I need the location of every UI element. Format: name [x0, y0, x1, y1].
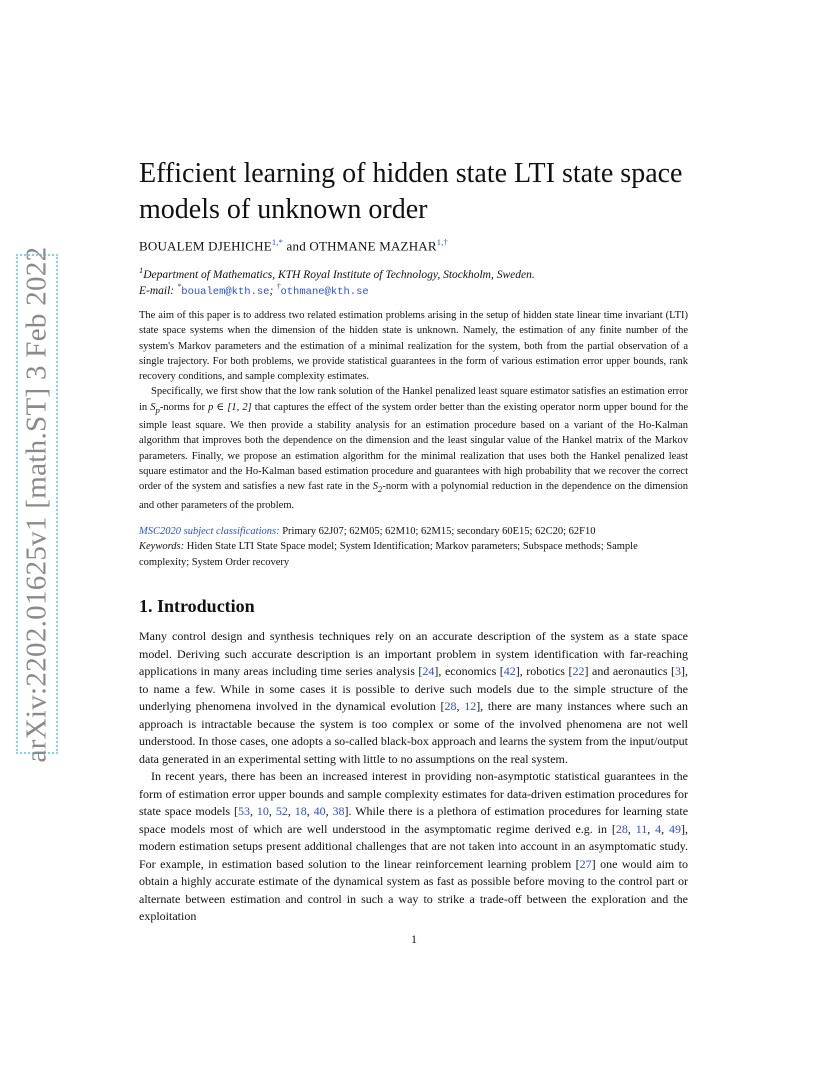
intro-text: , [268, 804, 276, 818]
msc-line [139, 524, 688, 539]
email-link-1[interactable]: boualem@kth.se [181, 285, 270, 298]
citation-link[interactable]: 52 [275, 804, 288, 818]
abstract [139, 308, 688, 513]
math-p-range: p ∈ [1, 2] [208, 401, 252, 413]
intro-paragraph-1 [139, 628, 688, 768]
paper-title: Efficient learning of hidden state LTI state space models of unknown order [139, 158, 683, 225]
citation-link[interactable]: 22 [572, 664, 585, 678]
citation-link[interactable]: 3 [675, 664, 682, 678]
intro-text: , [306, 804, 314, 818]
email-1-marker: * [177, 281, 182, 291]
section-heading [139, 596, 255, 617]
email-link-2[interactable]: othmane@kth.se [280, 285, 369, 298]
msc-link[interactable]: MSC2020 subject classifications: [139, 526, 280, 537]
intro-paragraph-2 [139, 768, 688, 926]
affiliation-text: Department of Mathematics, KTH Royal Institute of Technology, Stockholm, Sweden. [143, 268, 535, 281]
citation-link[interactable]: 4 [655, 821, 662, 836]
author-1-affil-marker[interactable]: 1,* [271, 237, 284, 247]
intro-text: , [647, 821, 656, 836]
affiliation-marker: 1 [139, 265, 144, 275]
abstract-text: that captures the effect of the system order better than the existing operator norm upper bound for the simple least square. We then provide a stability analysis for an estimation procedure based on a variant of the Ho-Kalman algorithm that improves both the dependence on the dimension and the least singular value of the Hankel matrix of the Markov parameters. Finally, we propose an estimation algorithm for the minimal realization that uses both the Hankel penalized least square estimator and the Ho-Kalman based estimation procedure and guarantees with high probability that we recover the correct order of the system and satisfies a new fast rate in the [139, 401, 688, 493]
citation-link[interactable]: 28 [444, 699, 457, 713]
abstract-text: -norms for [159, 401, 209, 413]
abstract-paragraph-1: The aim of this paper is to address two related estimation problems arising in the setup of hidden state linear time invariant (LTI) state space systems when the dimension of the hidden state is unknown. Namely, the estimation of any finite number of the system's Markov parameters and the estimation of a minimal realization for the system, both from the partial observation of a single trajectory. For both problems, we provide statistical guarantees in the form of various estimation error upper bounds, rank recovery conditions, and sample complexity estimates. [139, 310, 688, 383]
citation-link[interactable]: 10 [256, 804, 269, 818]
abstract-text: -norm with a polynomial reduction in the dependence on the dimension and other parameters of the problem. [139, 481, 689, 511]
intro-text: , [325, 804, 333, 818]
arxiv-stamp-text: arXiv:2202.01625v1 [math.ST] 3 Feb 2022 [20, 246, 53, 762]
page-number: 1 [411, 932, 417, 946]
citation-link[interactable]: 18 [294, 804, 307, 818]
intro-text: ], to name a few. While in some cases it is possible to derive such models due to the simple structure of the underlying phenomena involved in the dynamical evolution [ [139, 664, 689, 713]
abstract-text: Specifically, we first show that the low rank solution of the Hankel penalized least square estimator satisfies an estimation error in [139, 386, 688, 413]
email-line [139, 278, 369, 300]
citation-link[interactable]: 49 [669, 821, 682, 836]
citation-link[interactable]: 42 [503, 664, 516, 678]
email-2-marker: † [276, 281, 281, 291]
citation-link[interactable]: 24 [422, 664, 435, 678]
citation-link[interactable]: 11 [635, 821, 648, 836]
intro-text: In recent years, there has been an increased interest in providing non-asymptotic statistical guarantees in the form of estimation error upper bounds and sample complexity estimates for data-driven estimation procedures for state space models [ [139, 769, 688, 818]
intro-text: ] and aeronautics [ [584, 664, 676, 678]
intro-text: , [287, 804, 295, 818]
keywords-line [139, 539, 688, 570]
math-sp [150, 402, 160, 413]
math-symbol: S [372, 481, 379, 493]
intro-text: ], there are many instances where such an approach is intractable because the system is too complex or some of the involved phenomena are not well understood. In those cases, one adopts a so-called black-box approach and learns the system from the input/output data generated in an experimental setting with little to no assumptions on the real system. [139, 699, 688, 766]
intro-text: , [627, 821, 636, 836]
math-subscript: 2 [378, 484, 383, 495]
email-label: E-mail: [139, 284, 175, 297]
math-s2 [372, 481, 383, 495]
math-subscript: p [155, 404, 160, 415]
citation-link[interactable]: 38 [332, 804, 345, 818]
intro-text: , [456, 699, 465, 713]
author-1: BOUALEM DJEHICHE [139, 238, 272, 254]
citation-link[interactable]: 40 [313, 804, 326, 818]
intro-text: , [250, 804, 257, 818]
citation-link[interactable]: 53 [238, 804, 250, 818]
citation-link[interactable]: 27 [579, 856, 592, 871]
introduction-body [139, 628, 688, 926]
intro-text: ], economics [ [434, 664, 504, 678]
author-line [139, 237, 448, 254]
intro-text: ] one would aim to obtain a highly accurate estimate of the dynamical system as fast as possible before moving to the control part or alternate between estimation and control in such a way to strike a trade-off between the exploration and the exploitation [139, 856, 689, 923]
keywords-text: Hiden State LTI State Space model; System Identification; Markov parameters; Subspace methods; Sample complexity; System Order recovery [139, 541, 638, 568]
author-conjunction: and [286, 238, 306, 254]
section-title: Introduction [157, 596, 255, 616]
intro-text: Many control design and synthesis techniques rely on an accurate description of the system as a state space model. Deriving such accurate description is an important problem in system identification with far-reaching applications in many areas including time series analysis [ [139, 629, 688, 678]
classifications [139, 524, 688, 570]
author-2-affil-marker[interactable]: 1,† [436, 237, 448, 247]
intro-text: ], modern estimation setups present additional challenges that are not taken into account in an asymptomatic study. For example, in estimation based solution to the linear reinforcement learning problem [ [139, 821, 689, 871]
arxiv-stamp[interactable] [14, 246, 60, 762]
section-number: 1. [139, 596, 153, 616]
keywords-label: Keywords: [139, 541, 185, 553]
intro-text: ], robotics [ [515, 664, 573, 678]
abstract-paragraph-2 [139, 384, 688, 513]
intro-text: , [661, 821, 670, 836]
citation-link[interactable]: 12 [464, 699, 477, 713]
email-separator: ; [269, 284, 274, 297]
author-2: OTHMANE MAZHAR [309, 238, 437, 254]
msc-codes: Primary 62J07; 62M05; 62M10; 62M15; secondary 60E15; 62C20; 62F10 [282, 526, 596, 537]
intro-text: ]. While there is a plethora of estimation procedures for learning state space models most of which are well understood in the asymptomatic regime derived e.g. in [ [139, 804, 689, 836]
math-symbol: S [150, 401, 156, 413]
citation-link[interactable]: 28 [615, 821, 628, 836]
